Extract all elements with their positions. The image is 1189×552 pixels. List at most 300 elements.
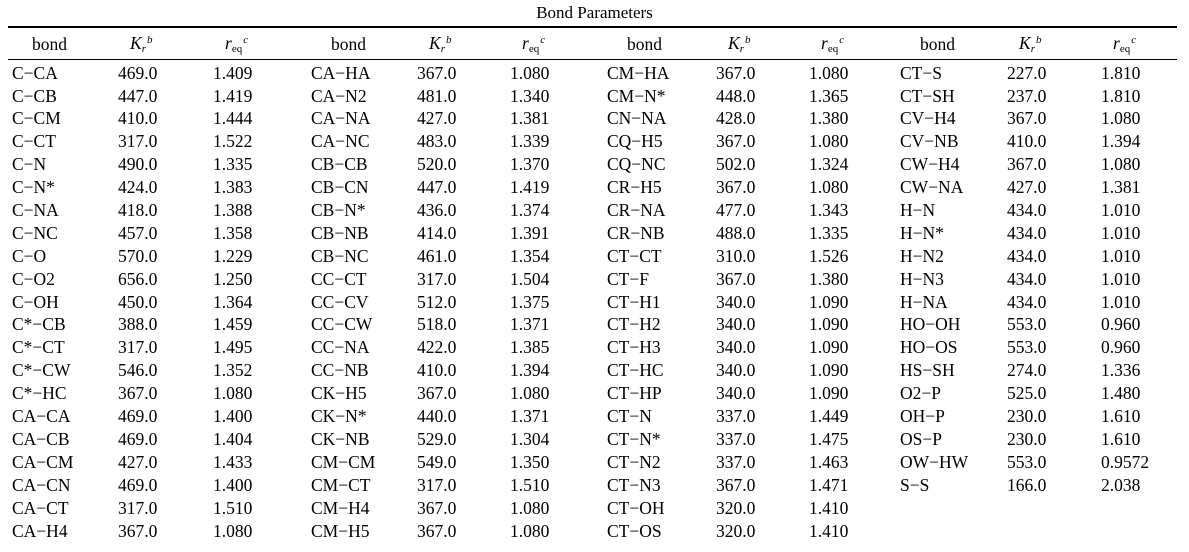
cell-bond: CM−HA — [607, 62, 670, 83]
cell-equilibrium-length: 1.354 — [510, 245, 550, 266]
cell-bond: CA−HA — [311, 62, 371, 83]
cell-equilibrium-length: 1.335 — [213, 154, 253, 175]
cell-equilibrium-length: 1.610 — [1101, 428, 1141, 449]
cell-equilibrium-length: 1.480 — [1101, 383, 1141, 404]
cell-force-constant: 447.0 — [118, 85, 158, 106]
cell-equilibrium-length: 1.381 — [510, 108, 550, 129]
cell-bond: C−N — [12, 154, 47, 175]
cell-force-constant: 340.0 — [716, 360, 756, 381]
k-subscript: r — [440, 42, 445, 55]
k-superscript: b — [1035, 33, 1042, 46]
cell-force-constant: 237.0 — [1007, 85, 1047, 106]
cell-equilibrium-length: 1.522 — [213, 131, 253, 152]
cell-force-constant: 656.0 — [118, 268, 158, 289]
cell-bond: CT−N — [607, 406, 652, 427]
cell-bond: CM−N* — [607, 85, 666, 106]
cell-force-constant: 410.0 — [417, 360, 457, 381]
cell-force-constant: 469.0 — [118, 428, 158, 449]
header-equilibrium-length — [809, 31, 896, 58]
cell-equilibrium-length: 1.090 — [809, 383, 849, 404]
cell-equilibrium-length: 1.463 — [809, 451, 849, 472]
table-row — [8, 382, 1177, 405]
r-subscript: eq — [528, 42, 540, 55]
cell-force-constant: 488.0 — [716, 222, 756, 243]
cell-bond: CW−NA — [900, 177, 964, 198]
cell-equilibrium-length: 1.404 — [213, 428, 253, 449]
cell-bond: CR−H5 — [607, 177, 662, 198]
cell-force-constant: 337.0 — [716, 451, 756, 472]
cell-bond: CM−CT — [311, 474, 371, 495]
cell-force-constant: 469.0 — [118, 62, 158, 83]
cell-force-constant: 340.0 — [716, 291, 756, 312]
cell-bond: CM−CM — [311, 451, 376, 472]
cell-bond: CB−NB — [311, 222, 369, 243]
table-row — [8, 245, 1177, 268]
cell-equilibrium-length: 1.010 — [1101, 222, 1141, 243]
cell-bond: CA−CN — [12, 474, 71, 495]
cell-bond: CR−NB — [607, 222, 665, 243]
cell-bond: C*−HC — [12, 383, 67, 404]
cell-force-constant: 427.0 — [417, 108, 457, 129]
cell-bond: C−NC — [12, 222, 58, 243]
k-symbol: K — [1019, 32, 1031, 53]
table-body — [8, 58, 1177, 543]
cell-equilibrium-length: 0.9572 — [1101, 451, 1150, 472]
cell-bond — [896, 520, 1007, 543]
cell-equilibrium-length: 1.400 — [213, 406, 253, 427]
cell-equilibrium-length: 1.090 — [809, 337, 849, 358]
cell-bond: CA−H4 — [12, 520, 68, 541]
header-force-constant — [1007, 31, 1101, 58]
cell-bond: C−CT — [12, 131, 56, 152]
cell-equilibrium-length: 1.510 — [213, 497, 253, 518]
cell-bond: CT−N3 — [607, 474, 661, 495]
header-bond: bond — [32, 33, 67, 54]
cell-equilibrium-length: 1.010 — [1101, 245, 1141, 266]
cell-equilibrium-length: 1.080 — [510, 520, 550, 541]
cell-equilibrium-length: 1.810 — [1101, 62, 1141, 83]
table-row — [8, 176, 1177, 199]
table-row — [8, 154, 1177, 177]
cell-force-constant: 428.0 — [716, 108, 756, 129]
cell-force-constant: 320.0 — [716, 520, 756, 541]
cell-equilibrium-length: 1.371 — [510, 406, 550, 427]
cell-force-constant: 434.0 — [1007, 245, 1047, 266]
cell-equilibrium-length: 1.010 — [1101, 291, 1141, 312]
cell-force-constant: 448.0 — [716, 85, 756, 106]
cell-equilibrium-length: 1.358 — [213, 222, 253, 243]
table-row — [8, 428, 1177, 451]
cell-equilibrium-length: 1.380 — [809, 108, 849, 129]
cell-equilibrium-length: 1.080 — [809, 131, 849, 152]
cell-force-constant: 520.0 — [417, 154, 457, 175]
cell-equilibrium-length: 1.080 — [809, 62, 849, 83]
cell-bond: CB−NC — [311, 245, 369, 266]
cell-force-constant: 553.0 — [1007, 337, 1047, 358]
cell-equilibrium-length: 1.370 — [510, 154, 550, 175]
r-superscript: c — [1131, 33, 1137, 46]
cell-bond: CC−CW — [311, 314, 373, 335]
cell-equilibrium-length: 1.419 — [510, 177, 550, 198]
cell-equilibrium-length: 1.504 — [510, 268, 550, 289]
cell-force-constant: 367.0 — [716, 474, 756, 495]
cell-bond: CM−H4 — [311, 497, 370, 518]
cell-equilibrium-length: 1.388 — [213, 200, 253, 221]
cell-bond: CK−NB — [311, 428, 370, 449]
cell-bond: CA−CA — [12, 406, 71, 427]
cell-bond: CT−H3 — [607, 337, 661, 358]
cell-equilibrium-length: 1.090 — [809, 360, 849, 381]
cell-equilibrium-length: 1.350 — [510, 451, 550, 472]
k-symbol: K — [728, 32, 740, 53]
r-superscript: c — [839, 33, 845, 46]
k-subscript: r — [739, 42, 744, 55]
cell-equilibrium-length: 1.080 — [213, 383, 253, 404]
cell-force-constant: 469.0 — [118, 474, 158, 495]
cell-bond: CC−NA — [311, 337, 370, 358]
k-superscript: b — [445, 33, 452, 46]
cell-bond: CT−N* — [607, 428, 661, 449]
cell-bond: CT−S — [900, 62, 942, 83]
cell-equilibrium-length: 1.250 — [213, 268, 253, 289]
cell-force-constant: 367.0 — [417, 383, 457, 404]
cell-bond: CR−NA — [607, 200, 666, 221]
table-row — [8, 405, 1177, 428]
cell-force-constant: 317.0 — [118, 337, 158, 358]
cell-equilibrium-length: 1.080 — [1101, 108, 1141, 129]
cell-force-constant — [1007, 497, 1101, 520]
header-force-constant — [716, 31, 809, 58]
cell-force-constant: 553.0 — [1007, 451, 1047, 472]
cell-bond: CB−CB — [311, 154, 368, 175]
cell-bond: CT−H2 — [607, 314, 661, 335]
cell-equilibrium-length: 1.090 — [809, 314, 849, 335]
cell-force-constant: 367.0 — [716, 268, 756, 289]
cell-force-constant: 367.0 — [417, 497, 457, 518]
r-subscript: eq — [231, 42, 243, 55]
table-row — [8, 85, 1177, 108]
table-row — [8, 131, 1177, 154]
r-symbol: r — [522, 32, 529, 53]
cell-force-constant: 518.0 — [417, 314, 457, 335]
cell-equilibrium-length: 2.038 — [1101, 474, 1141, 495]
cell-force-constant: 310.0 — [716, 245, 756, 266]
cell-force-constant: 529.0 — [417, 428, 457, 449]
cell-force-constant: 340.0 — [716, 383, 756, 404]
cell-force-constant: 447.0 — [417, 177, 457, 198]
k-superscript: b — [744, 33, 751, 46]
cell-force-constant: 317.0 — [118, 131, 158, 152]
cell-bond: CB−N* — [311, 200, 366, 221]
cell-equilibrium-length: 1.449 — [809, 406, 849, 427]
cell-bond: CQ−NC — [607, 154, 666, 175]
cell-bond: O2−P — [900, 383, 941, 404]
cell-bond: CA−NA — [311, 108, 371, 129]
cell-equilibrium-length: 1.471 — [809, 474, 849, 495]
cell-bond: C*−CB — [12, 314, 66, 335]
cell-equilibrium-length: 1.380 — [809, 268, 849, 289]
cell-force-constant: 422.0 — [417, 337, 457, 358]
cell-bond: CB−CN — [311, 177, 369, 198]
cell-force-constant: 434.0 — [1007, 200, 1047, 221]
cell-equilibrium-length: 1.080 — [1101, 154, 1141, 175]
cell-equilibrium-length: 1.385 — [510, 337, 550, 358]
cell-equilibrium-length: 0.960 — [1101, 337, 1141, 358]
table-header — [8, 31, 1177, 58]
table-row — [8, 451, 1177, 474]
cell-force-constant: 469.0 — [118, 406, 158, 427]
cell-bond: CV−NB — [900, 131, 959, 152]
header-row — [8, 31, 1177, 58]
cell-force-constant: 427.0 — [1007, 177, 1047, 198]
cell-equilibrium-length — [1101, 520, 1177, 543]
cell-bond: CT−HP — [607, 383, 662, 404]
cell-equilibrium-length: 1.352 — [213, 360, 253, 381]
cell-bond: H−N* — [900, 222, 944, 243]
cell-bond: CQ−H5 — [607, 131, 663, 152]
table-row — [8, 520, 1177, 543]
cell-equilibrium-length: 1.400 — [213, 474, 253, 495]
cell-bond: OW−HW — [900, 451, 969, 472]
cell-bond: CT−N2 — [607, 451, 661, 472]
cell-equilibrium-length: 1.371 — [510, 314, 550, 335]
cell-bond: OH−P — [900, 406, 945, 427]
cell-bond: CC−NB — [311, 360, 369, 381]
r-superscript: c — [540, 33, 546, 46]
cell-force-constant: 414.0 — [417, 222, 457, 243]
cell-force-constant: 440.0 — [417, 406, 457, 427]
cell-force-constant: 546.0 — [118, 360, 158, 381]
cell-bond: S−S — [900, 474, 930, 495]
cell-force-constant: 434.0 — [1007, 222, 1047, 243]
cell-force-constant: 227.0 — [1007, 62, 1047, 83]
cell-bond: CA−CM — [12, 451, 74, 472]
r-symbol: r — [1113, 32, 1120, 53]
table-row — [8, 360, 1177, 383]
cell-equilibrium-length: 1.335 — [809, 222, 849, 243]
cell-force-constant: 367.0 — [417, 62, 457, 83]
cell-force-constant: 457.0 — [118, 222, 158, 243]
bond-parameters-table — [8, 31, 1177, 543]
cell-equilibrium-length: 1.340 — [510, 85, 550, 106]
table-row — [8, 199, 1177, 222]
table-row — [8, 291, 1177, 314]
cell-equilibrium-length: 1.391 — [510, 222, 550, 243]
cell-bond: HO−OH — [900, 314, 961, 335]
k-symbol: K — [429, 32, 441, 53]
header-bond: bond — [627, 33, 662, 54]
k-superscript: b — [146, 33, 153, 46]
cell-force-constant: 553.0 — [1007, 314, 1047, 335]
cell-equilibrium-length: 1.526 — [809, 245, 849, 266]
cell-bond: HO−OS — [900, 337, 958, 358]
table-row — [8, 497, 1177, 520]
cell-equilibrium-length: 1.010 — [1101, 200, 1141, 221]
k-subscript: r — [141, 42, 146, 55]
cell-force-constant: 410.0 — [118, 108, 158, 129]
cell-force-constant: 367.0 — [118, 520, 158, 541]
cell-bond: H−N — [900, 200, 936, 221]
cell-force-constant: 427.0 — [118, 451, 158, 472]
cell-equilibrium-length: 1.339 — [510, 131, 550, 152]
cell-bond: CA−CT — [12, 497, 69, 518]
cell-equilibrium-length: 1.495 — [213, 337, 253, 358]
cell-force-constant: 367.0 — [716, 131, 756, 152]
table-row — [8, 58, 1177, 85]
header-bond: bond — [331, 33, 366, 54]
cell-equilibrium-length: 1.610 — [1101, 406, 1141, 427]
cell-equilibrium-length: 1.324 — [809, 154, 849, 175]
cell-equilibrium-length: 1.375 — [510, 291, 550, 312]
cell-equilibrium-length: 1.394 — [1101, 131, 1141, 152]
cell-force-constant: 337.0 — [716, 428, 756, 449]
cell-equilibrium-length: 1.343 — [809, 200, 849, 221]
cell-force-constant: 320.0 — [716, 497, 756, 518]
cell-bond — [896, 497, 1007, 520]
cell-bond: C−CB — [12, 85, 57, 106]
cell-force-constant: 410.0 — [1007, 131, 1047, 152]
cell-equilibrium-length: 1.444 — [213, 108, 253, 129]
cell-force-constant: 502.0 — [716, 154, 756, 175]
cell-equilibrium-length: 1.080 — [510, 383, 550, 404]
cell-equilibrium-length: 1.394 — [510, 360, 550, 381]
cell-equilibrium-length: 0.960 — [1101, 314, 1141, 335]
cell-equilibrium-length: 1.383 — [213, 177, 253, 198]
cell-bond: CC−CV — [311, 291, 369, 312]
cell-bond: HS−SH — [900, 360, 955, 381]
r-subscript: eq — [1119, 42, 1131, 55]
cell-equilibrium-length: 1.475 — [809, 428, 849, 449]
cell-bond: H−N2 — [900, 245, 944, 266]
cell-equilibrium-length: 1.229 — [213, 245, 253, 266]
cell-force-constant: 418.0 — [118, 200, 158, 221]
cell-bond: C*−CW — [12, 360, 71, 381]
cell-force-constant: 483.0 — [417, 131, 457, 152]
cell-bond: C−O2 — [12, 268, 55, 289]
cell-bond: CA−NC — [311, 131, 370, 152]
cell-bond: CW−H4 — [900, 154, 960, 175]
cell-force-constant — [1007, 520, 1101, 543]
cell-bond: CK−H5 — [311, 383, 367, 404]
cell-force-constant: 525.0 — [1007, 383, 1047, 404]
cell-equilibrium-length: 1.010 — [1101, 268, 1141, 289]
cell-equilibrium-length: 1.080 — [510, 497, 550, 518]
cell-force-constant: 434.0 — [1007, 268, 1047, 289]
table-row — [8, 268, 1177, 291]
cell-force-constant: 340.0 — [716, 337, 756, 358]
cell-force-constant: 481.0 — [417, 85, 457, 106]
table-row — [8, 108, 1177, 131]
cell-force-constant: 424.0 — [118, 177, 158, 198]
k-symbol: K — [130, 32, 142, 53]
cell-bond: CT−F — [607, 268, 649, 289]
cell-force-constant: 490.0 — [118, 154, 158, 175]
cell-force-constant: 367.0 — [716, 177, 756, 198]
table-row — [8, 314, 1177, 337]
cell-equilibrium-length: 1.336 — [1101, 360, 1141, 381]
cell-bond: CC−CT — [311, 268, 367, 289]
header-bond: bond — [920, 33, 955, 54]
cell-bond: CK−N* — [311, 406, 367, 427]
cell-equilibrium-length: 1.810 — [1101, 85, 1141, 106]
cell-bond: CV−H4 — [900, 108, 956, 129]
cell-equilibrium-length: 1.433 — [213, 451, 253, 472]
cell-bond: CA−N2 — [311, 85, 367, 106]
k-subscript: r — [1030, 42, 1035, 55]
table-row — [8, 337, 1177, 360]
cell-force-constant: 367.0 — [118, 383, 158, 404]
cell-force-constant: 512.0 — [417, 291, 457, 312]
cell-force-constant: 340.0 — [716, 314, 756, 335]
table-row — [8, 474, 1177, 497]
cell-force-constant: 388.0 — [118, 314, 158, 335]
header-equilibrium-length — [213, 31, 307, 58]
cell-bond: OS−P — [900, 428, 942, 449]
table-row — [8, 222, 1177, 245]
r-symbol: r — [225, 32, 232, 53]
cell-force-constant: 367.0 — [1007, 108, 1047, 129]
r-subscript: eq — [827, 42, 839, 55]
cell-equilibrium-length: 1.090 — [809, 291, 849, 312]
cell-force-constant: 337.0 — [716, 406, 756, 427]
cell-force-constant: 274.0 — [1007, 360, 1047, 381]
cell-force-constant: 317.0 — [417, 474, 457, 495]
cell-bond: CT−OH — [607, 497, 665, 518]
header-equilibrium-length — [510, 31, 603, 58]
r-symbol: r — [821, 32, 828, 53]
cell-equilibrium-length: 1.374 — [510, 200, 550, 221]
cell-equilibrium-length: 1.080 — [809, 177, 849, 198]
cell-bond: C−O — [12, 245, 47, 266]
cell-force-constant: 367.0 — [716, 62, 756, 83]
cell-bond: C−CM — [12, 108, 61, 129]
cell-equilibrium-length: 1.365 — [809, 85, 849, 106]
cell-force-constant: 450.0 — [118, 291, 158, 312]
cell-bond: H−NA — [900, 291, 948, 312]
cell-bond: CT−SH — [900, 85, 955, 106]
cell-bond: C−NA — [12, 200, 59, 221]
cell-equilibrium-length: 1.304 — [510, 428, 550, 449]
cell-equilibrium-length: 1.410 — [809, 497, 849, 518]
cell-bond: CA−CB — [12, 428, 70, 449]
cell-equilibrium-length: 1.080 — [510, 62, 550, 83]
cell-bond: CT−H1 — [607, 291, 661, 312]
cell-bond: CN−NA — [607, 108, 667, 129]
cell-equilibrium-length: 1.409 — [213, 62, 253, 83]
cell-bond: CM−H5 — [311, 520, 370, 541]
cell-bond: H−N3 — [900, 268, 944, 289]
cell-force-constant: 434.0 — [1007, 291, 1047, 312]
cell-force-constant: 317.0 — [118, 497, 158, 518]
header-equilibrium-length — [1101, 31, 1177, 58]
cell-bond: CT−CT — [607, 245, 662, 266]
cell-force-constant: 367.0 — [417, 520, 457, 541]
cell-bond: C*−CT — [12, 337, 65, 358]
cell-equilibrium-length: 1.381 — [1101, 177, 1141, 198]
cell-equilibrium-length: 1.459 — [213, 314, 253, 335]
cell-bond: CT−HC — [607, 360, 664, 381]
cell-equilibrium-length: 1.510 — [510, 474, 550, 495]
cell-equilibrium-length — [1101, 497, 1177, 520]
cell-bond: CT−OS — [607, 520, 662, 541]
table-title: Bond Parameters — [536, 3, 653, 22]
header-force-constant — [118, 31, 213, 58]
cell-force-constant: 367.0 — [1007, 154, 1047, 175]
cell-bond: C−CA — [12, 62, 58, 83]
cell-equilibrium-length: 1.080 — [213, 520, 253, 541]
header-force-constant — [417, 31, 510, 58]
cell-force-constant: 317.0 — [417, 268, 457, 289]
